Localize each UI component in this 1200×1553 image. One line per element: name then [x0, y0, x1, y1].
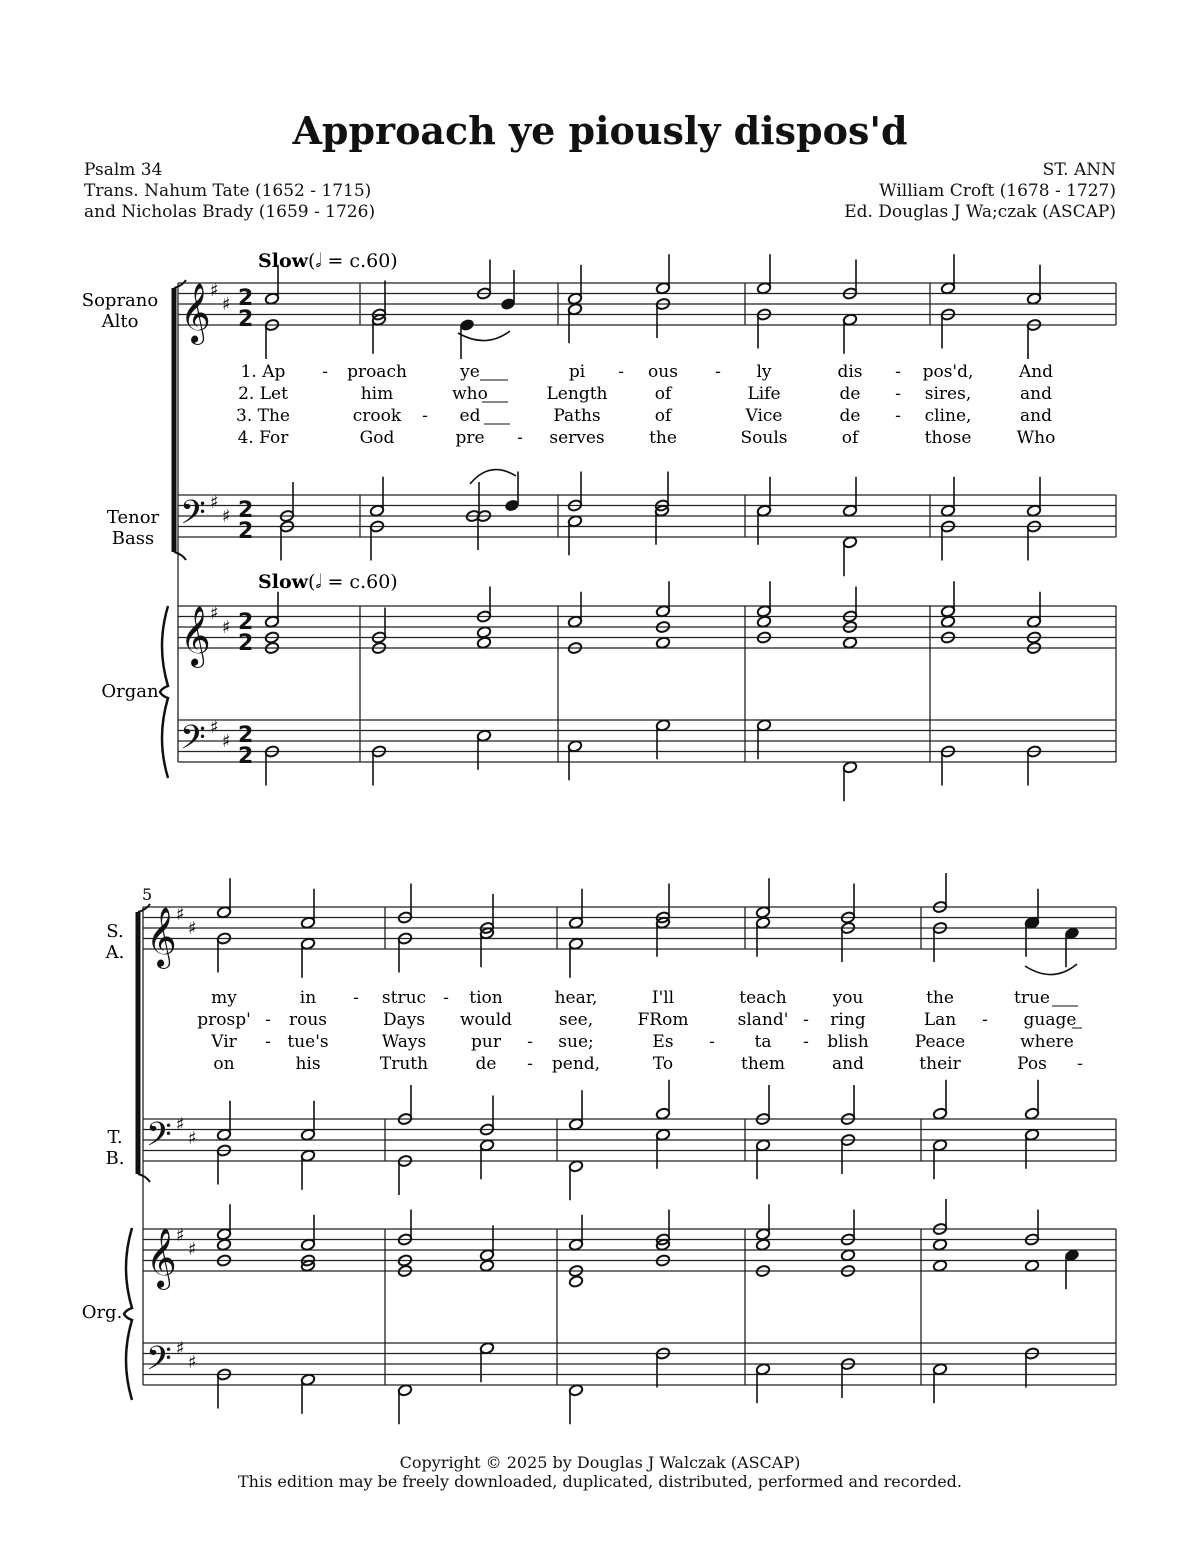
note-head [1024, 1259, 1039, 1272]
treble-clef-icon: 𝄞 [180, 283, 211, 343]
svg-text:2: 2 [238, 307, 254, 332]
note-head [479, 1259, 494, 1272]
lyric-syllable: Pos [1017, 1054, 1047, 1074]
lyric-syllable: you [832, 988, 864, 1008]
note-head [840, 1249, 855, 1262]
svg-text:♯: ♯ [210, 492, 219, 513]
staff-label-a: A. [105, 942, 125, 963]
time-signature [238, 286, 253, 769]
svg-text:♯: ♯ [188, 918, 197, 939]
lyric-syllable: - [353, 988, 359, 1008]
note-head [932, 1238, 947, 1251]
lyric-syllable: Peace [914, 1032, 966, 1052]
lyric-syllable: and [1020, 406, 1052, 426]
license-line: This edition may be freely downloaded, duplicated, distributed, performed and recorded. [237, 1472, 963, 1491]
lyric-syllable: pos'd, [922, 362, 974, 382]
credit-line: Trans. Nahum Tate (1652 - 1715) [84, 181, 372, 201]
lyric-syllable: de [839, 406, 861, 426]
tempo-value: (𝅗𝅥 = c.60) [307, 571, 398, 593]
lyric-syllable: Vice [745, 406, 783, 426]
lyric-syllable: Life [747, 384, 781, 404]
credit-line: William Croft (1678 - 1727) [879, 181, 1116, 201]
lyric-syllable: - [618, 362, 624, 382]
lyric-syllable: ly [756, 362, 772, 382]
note-head [476, 636, 491, 649]
organ-brace [160, 606, 168, 778]
lyric-syllable: Days [382, 1010, 426, 1030]
bass-clef-icon: 𝄢 [146, 1116, 172, 1162]
key-signature-sharps [176, 904, 197, 1373]
lyric-syllable: - [527, 1054, 533, 1074]
slur [470, 470, 516, 484]
svg-text:2: 2 [238, 610, 254, 635]
svg-text:♯: ♯ [176, 1114, 185, 1135]
lyric-syllable: their [919, 1054, 961, 1074]
lyric-syllable: sue; [558, 1032, 594, 1052]
copyright-footer [0, 1453, 1200, 1491]
treble-clef-icon: 𝄞 [146, 1228, 177, 1288]
lyric-syllable: where [1020, 1032, 1074, 1052]
notes-system-1 [264, 254, 1041, 801]
staff-label-tenor: Tenor [106, 507, 160, 528]
bass-clef-icon: 𝄢 [146, 1340, 172, 1386]
copyright-line: Copyright © 2025 by Douglas J Walczak (ASCAP) [399, 1453, 801, 1472]
lyric-syllable: de [475, 1054, 497, 1074]
lyric-syllable: cline, [924, 406, 972, 426]
lyric-syllable: Lan [923, 1010, 957, 1030]
note-head [940, 615, 955, 628]
staff-label-b: B. [105, 1148, 125, 1169]
svg-text:2: 2 [238, 519, 254, 544]
lyric-syllable: sires, [924, 384, 972, 404]
organ-brace [124, 1228, 132, 1400]
slur [458, 331, 510, 341]
lyric-syllable: tion [469, 988, 503, 1008]
lyric-syllable: pur [471, 1032, 501, 1052]
lyric-syllable: of [654, 406, 672, 426]
svg-text:♯: ♯ [188, 1239, 197, 1260]
svg-text:2: 2 [238, 631, 254, 656]
lyric-syllable: pi [568, 362, 586, 382]
lyric-syllable: God [359, 428, 395, 448]
lyric-syllable: - [715, 362, 721, 382]
note-head [756, 615, 771, 628]
lyric-syllable: - [1077, 1054, 1083, 1074]
lyric-syllable: Souls [740, 428, 788, 448]
note-head [568, 1275, 583, 1288]
credit-line: Psalm 34 [84, 160, 163, 180]
credit-line: Ed. Douglas J Wa;czak (ASCAP) [844, 202, 1116, 222]
svg-text:2: 2 [238, 498, 254, 523]
lyric-syllable: of [841, 428, 859, 448]
note-head [932, 1259, 947, 1272]
lyric-syllable: would [459, 1010, 513, 1030]
svg-text:♯: ♯ [222, 731, 231, 752]
lyric-syllable: 2. Let [238, 384, 288, 404]
svg-text:♯: ♯ [176, 904, 185, 925]
svg-text:♯: ♯ [210, 603, 219, 624]
svg-text:♯: ♯ [210, 280, 219, 301]
credit-line: and Nicholas Brady (1659 - 1726) [84, 202, 376, 222]
staff-lines [143, 907, 1116, 1385]
staff-label-soprano: Soprano [81, 290, 159, 311]
lyric-syllable: the [649, 428, 677, 448]
lyric-syllable: serves [549, 428, 605, 448]
lyric-syllable: - [322, 362, 328, 382]
lyric-syllable: Who [1016, 428, 1056, 448]
tempo-mark: Slow(𝅗𝅥 = c.60) [258, 571, 398, 593]
staff-label-bass: Bass [111, 528, 155, 549]
system-1 [82, 250, 1116, 801]
lyric-syllable: tue's [287, 1032, 329, 1052]
lyrics-system-1 [236, 362, 1055, 448]
lyric-syllable: ed [459, 406, 481, 426]
lyric-syllable: who [452, 384, 488, 404]
slur [1025, 964, 1077, 975]
lyric-syllable: on [213, 1054, 235, 1074]
staff-label-s: S. [106, 921, 124, 942]
lyric-syllable: sland' [737, 1010, 789, 1030]
lyric-syllable: - [443, 988, 449, 1008]
lyric-syllable: rous [288, 1010, 328, 1030]
page-title: Approach ye piously dispos'd [292, 108, 908, 153]
lyric-syllable: Ways [381, 1032, 427, 1052]
svg-text:♯: ♯ [210, 717, 219, 738]
lyric-syllable: - [895, 384, 901, 404]
lyric-syllable: - [265, 1032, 271, 1052]
svg-text:♯: ♯ [222, 617, 231, 638]
lyric-syllable: - [895, 362, 901, 382]
lyric-syllable: - [422, 406, 428, 426]
lyric-syllable: 3. The [236, 406, 290, 426]
note-head [216, 1238, 231, 1251]
treble-clef-icon: 𝄞 [146, 907, 177, 967]
staff-lines [178, 283, 1116, 762]
bass-clef-icon: 𝄢 [180, 494, 206, 540]
lyric-syllable: - [982, 1010, 988, 1030]
lyric-syllable: Truth [379, 1054, 429, 1074]
lyric-syllable: - [265, 1010, 271, 1030]
lyric-syllable: - [803, 1010, 809, 1030]
lyric-syllable: true [1014, 988, 1050, 1008]
lyric-syllable: pend, [551, 1054, 601, 1074]
system-2 [82, 873, 1116, 1424]
lyric-syllable: ring [830, 1010, 866, 1030]
svg-text:♯: ♯ [188, 1128, 197, 1149]
measure-number: 5 [142, 885, 153, 904]
lyric-syllable: proach [347, 362, 407, 382]
svg-text:♯: ♯ [188, 1352, 197, 1373]
lyric-syllable: ye [460, 362, 480, 382]
svg-text:2: 2 [238, 286, 254, 311]
lyric-syllable: - [803, 1032, 809, 1052]
lyric-syllable: Length [546, 384, 608, 404]
credit-line: ST. ANN [1042, 160, 1116, 180]
lyric-syllable: 1. Ap [240, 362, 286, 382]
staff-label-t: T. [107, 1127, 123, 1148]
note-head [842, 636, 857, 649]
lyric-syllable: of [654, 384, 672, 404]
lyric-syllable: FRom [637, 1010, 689, 1030]
lyric-syllable: I'll [651, 988, 675, 1008]
svg-text:♯: ♯ [222, 506, 231, 527]
svg-text:♯: ♯ [222, 294, 231, 315]
lyric-syllable: - [709, 1032, 715, 1052]
lyric-syllable: Vir [211, 1032, 237, 1052]
lyric-syllable: them [741, 1054, 785, 1074]
lyric-syllable: ous [648, 362, 678, 382]
lyrics-system-2 [197, 988, 1083, 1074]
lyric-syllable: the [926, 988, 954, 1008]
tempo-mark: Slow(𝅗𝅥 = c.60) [258, 250, 398, 272]
svg-text:2: 2 [238, 723, 254, 748]
lyric-syllable: To [652, 1054, 674, 1074]
lyric-syllable: Paths [553, 406, 601, 426]
svg-text:♯: ♯ [176, 1225, 185, 1246]
lyric-syllable: hear, [554, 988, 598, 1008]
lyric-syllable: 4. For [237, 428, 289, 448]
note-head [755, 1238, 770, 1251]
note-head [476, 626, 491, 639]
lyric-syllable: and [1020, 384, 1052, 404]
lyric-syllable: - [517, 428, 523, 448]
lyric-syllable: my [211, 988, 237, 1008]
lyric-syllable: pre [455, 428, 485, 448]
staff-label-alto: Alto [101, 311, 139, 332]
notes-system-2 [216, 873, 1079, 1424]
lyric-syllable: and [832, 1054, 864, 1074]
lyric-syllable: blish [827, 1032, 869, 1052]
lyric-syllable: - [527, 1032, 533, 1052]
lyric-syllable: - [895, 406, 901, 426]
lyric-syllable: those [924, 428, 972, 448]
staff-label-org: Org. [81, 1302, 123, 1323]
lyric-syllable: teach [739, 988, 787, 1008]
lyric-syllable: struc [381, 988, 427, 1008]
lyric-syllable: prosp' [197, 1010, 251, 1030]
lyric-syllable: guage [1023, 1010, 1077, 1030]
lyric-syllable: ta [754, 1032, 772, 1052]
lyric-syllable: his [295, 1054, 321, 1074]
lyric-syllable: And [1018, 362, 1054, 382]
lyric-syllable: see, [558, 1010, 594, 1030]
lyric-syllable: crook [352, 406, 402, 426]
lyric-syllable: in [299, 988, 317, 1008]
lyric-syllable: dis [837, 362, 863, 382]
bass-clef-icon: 𝄢 [180, 719, 206, 765]
svg-text:♯: ♯ [176, 1338, 185, 1359]
lyric-syllable: him [360, 384, 394, 404]
lyric-syllable: de [839, 384, 861, 404]
lyric-syllable: Es [652, 1032, 674, 1052]
staff-label-organ: Organ [101, 681, 159, 702]
note-head [655, 636, 670, 649]
svg-text:2: 2 [238, 744, 254, 769]
tempo-value: (𝅗𝅥 = c.60) [307, 250, 398, 272]
treble-clef-icon: 𝄞 [180, 606, 211, 666]
